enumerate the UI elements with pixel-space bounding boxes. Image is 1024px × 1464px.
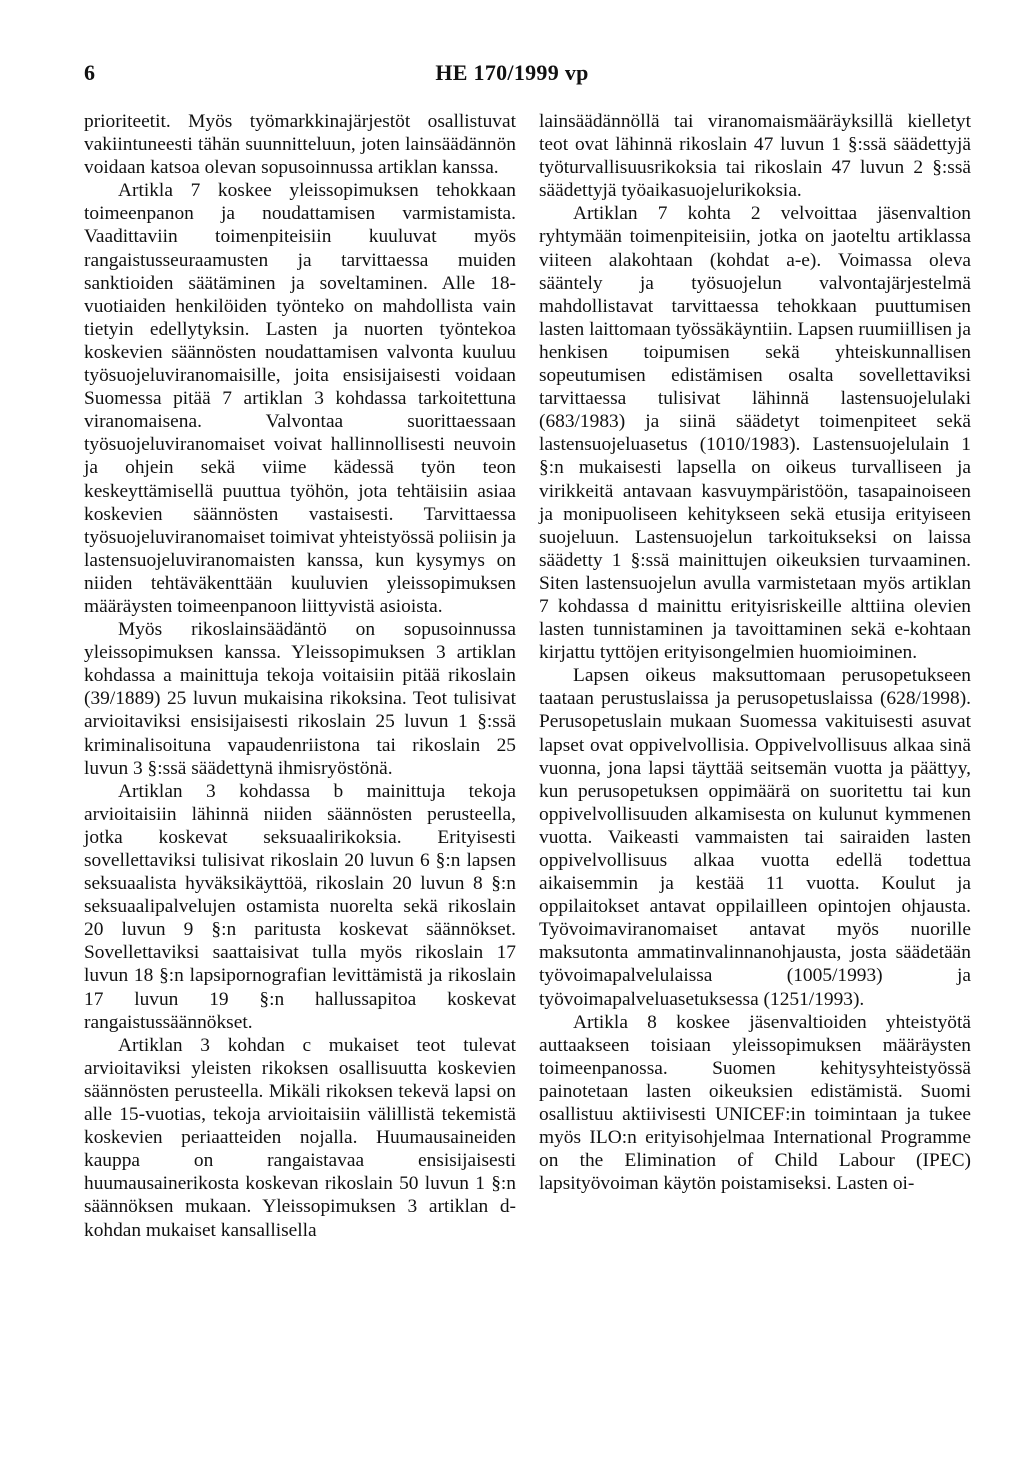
document-id: HE 170/1999 vp: [435, 60, 589, 85]
paragraph: Artiklan 3 kohdassa b mainittuja tekoja arvioitaisiin lähinnä niiden säännösten perusteella, jotka koskevat seksuaalirikoksia. Erityisesti sovellettaviksi tulisivat rikoslain 20 luvun 6 §:n lapsen seksuaalista hyväksikäyttöä, rikoslain 20 luvun 8 §:n seksuaalipalvelujen ostamista nuorelta sekä rikoslain 20 luvun 9 §:n paritusta koskevat säännökset. Sovellettaviksi saattaisivat tulla myös rikoslain 17 luvun 18 §:n lapsipornografian levittämistä ja rikoslain 17 luvun 19 §:n hallussapitoa koskevat rangaistussäännökset.: [84, 780, 516, 1033]
paragraph: Myös rikoslainsäädäntö on sopusoinnussa yleissopimuksen kanssa. Yleissopimuksen 3 artiklan kohdassa a mainittuja tekoja voitaisiin pitää rikoslain (39/1889) 25 luvun mukaisina rikoksina. Teot tulisivat arvioitaviksi ensisijaisesti rikoslain 25 luvun 1 §:ssä kriminalisoituna vapaudenriistona tai rikoslain 25 luvun 3 §:ssä säädettynä ihmisryöstönä.: [84, 619, 516, 779]
paragraph: Artikla 7 koskee yleissopimuksen tehokkaan toimeenpanon ja noudattamisen varmistamista. Vaadittaviin toimenpiteisiin kuuluvat myös rangaistusseuraamusten ja tarvittaessa muiden sanktioiden säätäminen ja soveltaminen. Alle 18-vuotiaiden henkilöiden työnteko on mahdollista vain tietyin edellytyksin. Lasten ja nuorten työntekoa koskevien säännösten noudattamisen valvonta kuuluu työsuojeluviranomaisille, joita ensisijaisesti voidaan Suomessa pitää 7 artiklan 3 kohdassa tarkoitettuna viranomaisena. Valvontaa suorittaessaan työsuojeluviranomaiset voivat hallinnollisesti neuvoin ja ohjein sekä viime kädessä työn teon keskeyttämisellä puuttua työhön, jota tehtäisiin asiaa koskevien säännösten vastaisesti. Tarvittaessa työsuojeluviranomaiset toimivat yhteistyössä poliisin ja lastensuojeluviranomaisten kanssa, kun kysymys on niiden tehtäväkenttään kuuluvien yleissopimuksen määräysten toimeenpanoon liittyvistä asioista.: [84, 180, 516, 617]
paragraph: Lapsen oikeus maksuttomaan perusopetukseen taataan perustuslaissa ja perusopetuslaissa (628/1998). Perusopetuslain mukaan Suomessa vakituisesti asuvat lapset ovat oppivelvollisia. Oppivelvollisuus alkaa sinä vuonna, jona lapsi täyttää seitsemän vuotta ja päättyy, kun perusopetuksen oppimäärä on suoritettu tai kun oppivelvollisuuden alkamisesta on kulunut kymmenen vuotta. Vaikeasti vammaisten tai sairaiden lasten oppivelvollisuus alkaa vuotta edellä todettua aikaisemmin ja kestää 11 vuotta. Koulut ja oppilaitokset antavat oppilailleen opintojen ohjausta. Työvoimaviranomaiset antavat myös nuorille maksutonta ammatinvalinnanohjausta, josta säädetään työvoimapalvelulaissa (1005/1993) ja työvoimapalveluasetuksessa (1251/1993).: [539, 665, 971, 1010]
paragraph: lainsäädännöllä tai viranomaismääräyksillä kielletyt teot ovat lähinnä rikoslain 47 luvun 1 §:ssä säädettyjä työturvallisuusrikoksia tai rikoslain 47 luvun 2 §:ssä säädettyjä työaikasuojelurikoksia.: [539, 111, 971, 202]
paragraph: prioriteetit. Myös työmarkkinajärjestöt osallistuvat vakiintuneesti tähän suunnitteluun, joten lainsäädännön voidaan katsoa olevan sopusoinnussa artiklan kanssa.: [84, 111, 516, 179]
page-number: 6: [84, 60, 95, 85]
left-column: [84, 110, 516, 1242]
right-column: [539, 110, 971, 1195]
paragraph: Artiklan 3 kohdan c mukaiset teot tulevat arvioitaviksi yleisten rikoksen osallisuutta koskevien säännösten perusteella. Mikäli rikoksen tekevä lapsi on alle 15-vuotias, tekoja arvioitaisiin välillistä tekemistä koskevien periaatteiden nojalla. Huumausaineiden kauppa on rangaistavaa ensisijaisesti huumausainerikosta koskevan rikoslain 50 luvun 1 §:n säännöksen mukaan. Yleissopimuksen 3 artiklan d-kohdan mukaiset kansallisella: [84, 1034, 516, 1241]
paragraph: Artikla 8 koskee jäsenvaltioiden yhteistyötä auttaakseen toisiaan yleissopimuksen määräysten toimeenpanossa. Suomen kehitysyhteistyössä painotetaan lasten oikeuksien edistämistä. Suomi osallistuu aktiivisesti UNICEF:in toimintaan ja tukee myös ILO:n erityisohjelmaa International Programme on the Elimination of Child Labour (IPEC) lapsityövoiman käytön poistamiseksi. Lasten oi-: [539, 1011, 971, 1195]
paragraph: Artiklan 7 kohta 2 velvoittaa jäsenvaltion ryhtymään toimenpiteisiin, jotka on jaoteltu artiklassa viiteen alakohtaan (kohdat a-e). Voimassa oleva sääntely ja työsuojelun valvontajärjestelmä mahdollistavat tarvittaessa tehokkaan puuttumisen lasten laittomaan työssäkäyntiin. Lapsen ruumiillisen ja henkisen toipumisen sekä yhteiskunnallisen sopeutumisen edistämisen osalta sovellettaviksi tarvittaessa tulisivat lähinnä lastensuojelulaki (683/1983) ja siinä säädetyt toimenpiteet sekä lastensuojeluasetus (1010/1983). Lastensuojelulain 1 §:n mukaisesti lapsella on oikeus turvalliseen ja virikkeitä antavaan kasvuympäristöön, tasapainoiseen ja monipuoliseen kehitykseen sekä etusija erityiseen suojeluun. Lastensuojelun tarkoitukseksi on laissa säädetty 1 §:ssä mainittujen oikeuksien turvaaminen. Siten lastensuojelun avulla varmistetaan myös artiklan 7 kohdassa d mainittu erityisriskeille alttiina olevien lasten tunnistaminen ja tavoittaminen sekä e-kohtaan kirjattu tyttöjen erityisongelmien huomioiminen.: [539, 203, 971, 664]
